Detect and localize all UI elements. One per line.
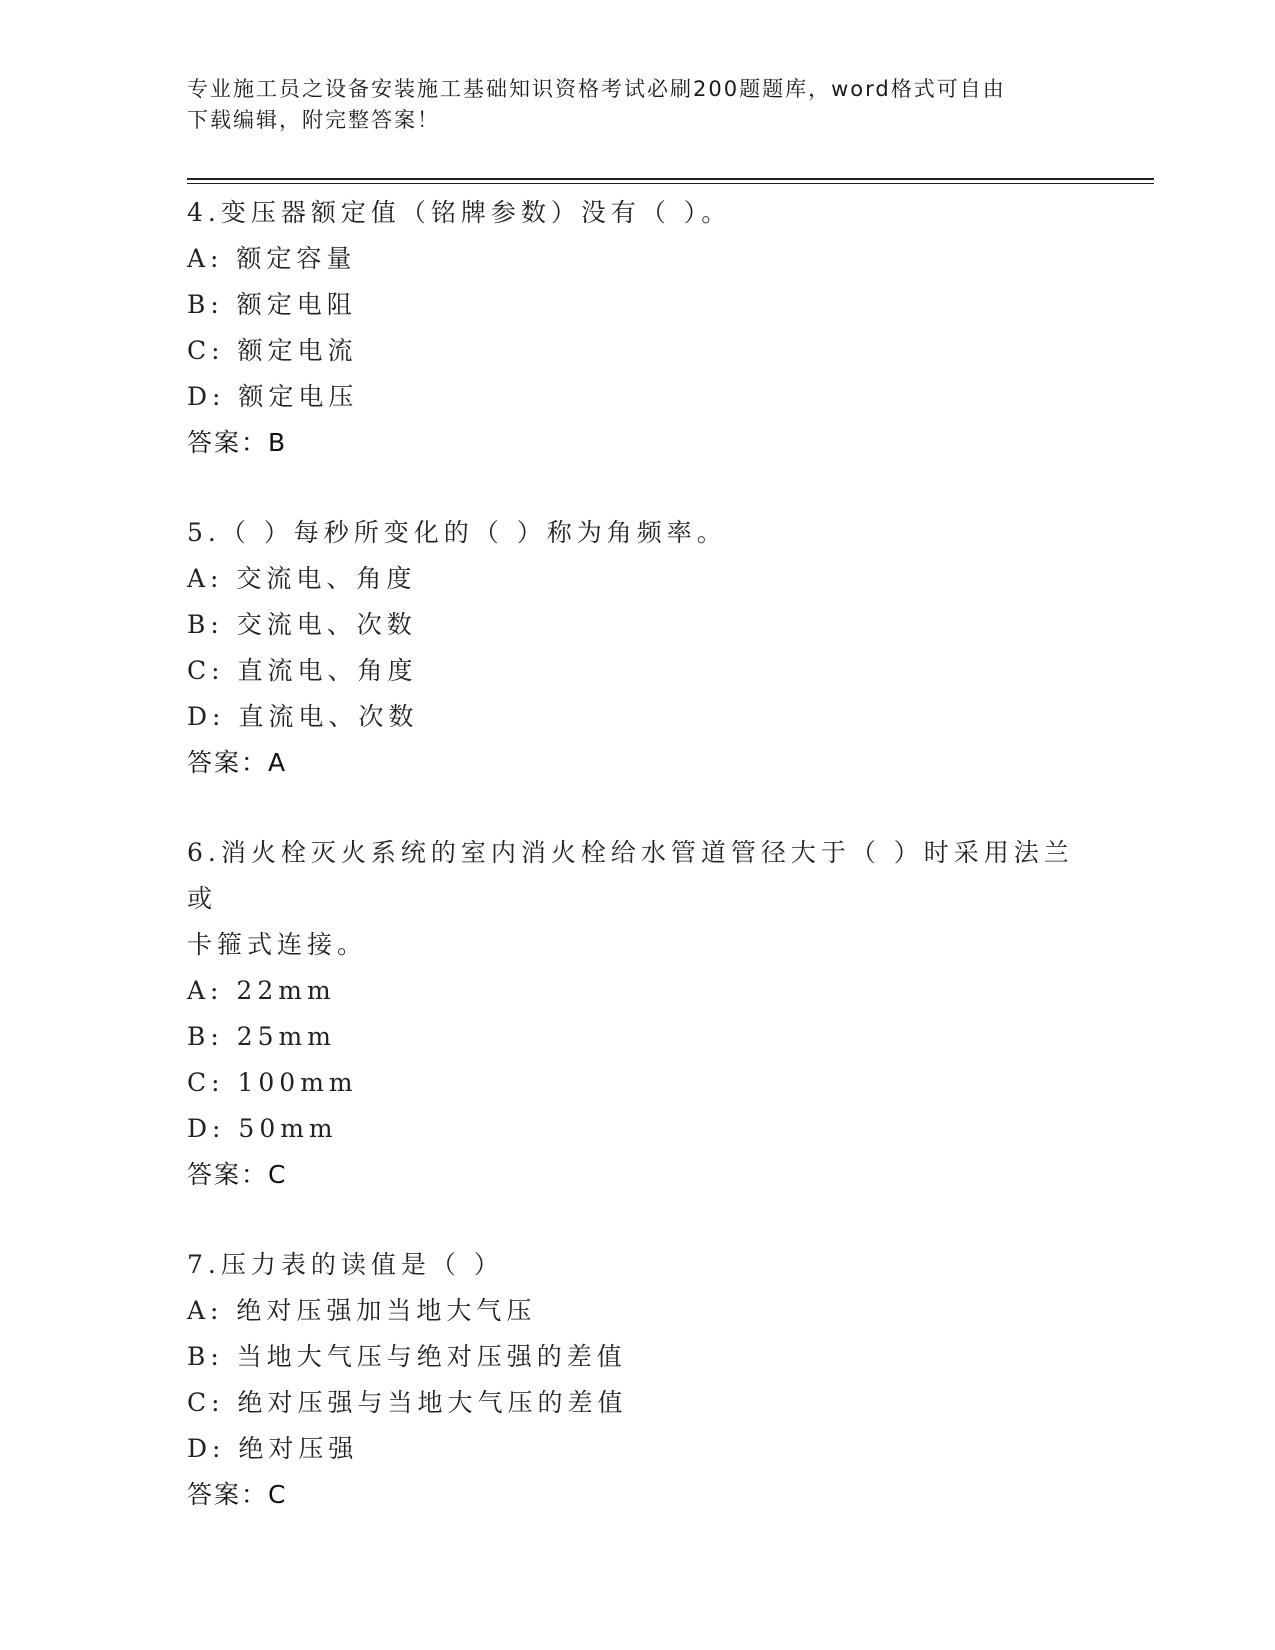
option-b: B: 25mm (187, 1022, 336, 1051)
header-line-1: 专业施工员之设备安装施工基础知识资格考试必刷200题题库，word格式可自由 (187, 77, 1006, 101)
header-divider-thick (187, 178, 1154, 180)
question-text: 7.压力表的读值是（ ） (187, 1250, 504, 1279)
option-a: A: 22mm (187, 976, 336, 1005)
option-a: A: 额定容量 (187, 244, 357, 273)
question-7 (187, 1242, 1087, 1518)
option-c: C: 额定电流 (187, 336, 358, 365)
answer-label: 答案：A (187, 748, 288, 777)
question-text: 5.（ ）每秒所变化的（ ）称为角频率。 (187, 518, 727, 547)
option-b: B: 交流电、次数 (187, 610, 417, 639)
option-c: C: 直流电、角度 (187, 656, 418, 685)
question-5 (187, 510, 1087, 786)
question-6 (187, 830, 1087, 1198)
option-b: B: 当地大气压与绝对压强的差值 (187, 1342, 627, 1371)
option-b: B: 额定电阻 (187, 290, 357, 319)
option-d: D: 50mm (187, 1114, 338, 1143)
question-text-continued: 卡箍式连接。 (187, 930, 368, 959)
option-c: C: 绝对压强与当地大气压的差值 (187, 1388, 628, 1417)
option-c: C: 100mm (187, 1068, 358, 1097)
question-text: 6.消火栓灭火系统的室内消火栓给水管道管径大于（ ）时采用法兰或 (187, 838, 1074, 913)
option-a: A: 交流电、角度 (187, 564, 417, 593)
answer-label: 答案：C (187, 1480, 288, 1509)
question-text: 4.变压器额定值（铭牌参数）没有（ ）。 (187, 198, 732, 227)
answer-label: 答案：C (187, 1160, 288, 1189)
header-line-2: 下载编辑，附完整答案！ (187, 108, 440, 132)
option-d: D: 额定电压 (187, 382, 359, 411)
option-d: D: 绝对压强 (187, 1434, 359, 1463)
option-a: A: 绝对压强加当地大气压 (187, 1296, 537, 1325)
header-divider-thin (187, 183, 1154, 184)
question-4 (187, 190, 1087, 466)
question-list (187, 190, 1087, 1562)
document-header (187, 74, 1067, 136)
option-d: D: 直流电、次数 (187, 702, 419, 731)
answer-label: 答案：B (187, 428, 288, 457)
